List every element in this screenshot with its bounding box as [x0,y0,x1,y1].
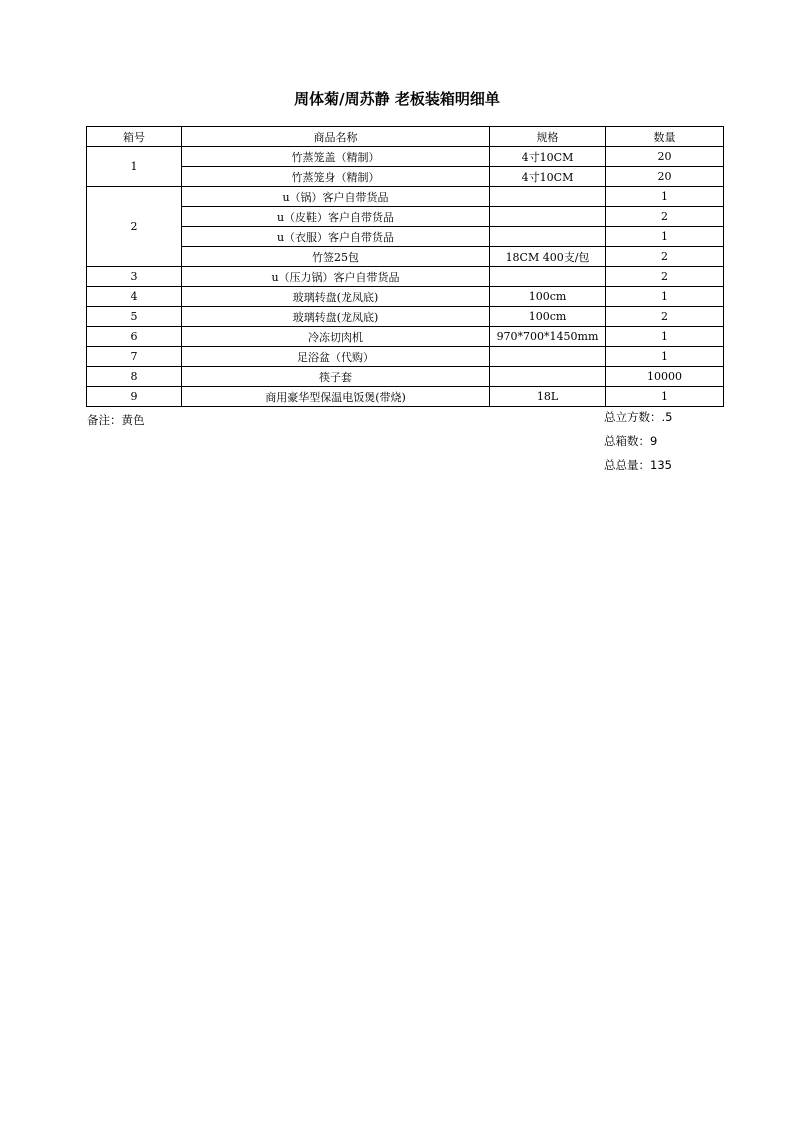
product-name-cell: u（压力锅）客户自带货品 [182,267,490,287]
quantity-cell: 1 [606,187,724,207]
quantity-cell: 2 [606,307,724,327]
spec-cell [490,227,606,247]
spec-cell [490,347,606,367]
quantity-cell: 10000 [606,367,724,387]
spec-cell [490,187,606,207]
quantity-cell: 1 [606,327,724,347]
header-product-name: 商品名称 [182,127,490,147]
document-title: 周体菊/周苏静 老板装箱明细单 [294,90,500,108]
quantity-cell: 1 [606,347,724,367]
table-row [87,267,724,287]
box-no-cell: 1 [87,147,182,187]
quantity-cell: 2 [606,267,724,287]
product-name-cell: u（锅）客户自带货品 [182,187,490,207]
quantity-cell: 2 [606,207,724,227]
spec-cell: 4寸10CM [490,147,606,167]
header-spec: 规格 [490,127,606,147]
box-no-cell: 2 [87,187,182,267]
product-name-cell: u（皮鞋）客户自带货品 [182,207,490,227]
box-no-cell: 7 [87,347,182,367]
product-name-cell: 竹蒸笼身（精制） [182,167,490,187]
product-name-cell: 竹蒸笼盖（精制） [182,147,490,167]
spec-cell: 18L [490,387,606,407]
spec-cell: 970*700*1450mm [490,327,606,347]
box-no-cell: 8 [87,367,182,387]
header-row [87,127,724,147]
total-boxes: 总箱数：9 [604,434,658,448]
product-name-cell: 商用豪华型保温电饭煲(带烧) [182,387,490,407]
quantity-cell: 1 [606,287,724,307]
table-row [87,247,724,267]
table-row [87,207,724,227]
table-row [87,167,724,187]
table-row [87,147,724,167]
product-name-cell: 筷子套 [182,367,490,387]
spec-cell [490,367,606,387]
spec-cell: 100cm [490,287,606,307]
total-volume: 总立方数：.5 [604,410,673,424]
spec-cell [490,267,606,287]
packing-list-table [86,126,724,407]
header-box-no: 箱号 [87,127,182,147]
product-name-cell: 玻璃转盘(龙凤底) [182,287,490,307]
table-row [87,387,724,407]
box-no-cell: 3 [87,267,182,287]
product-name-cell: 竹签25包 [182,247,490,267]
quantity-cell: 1 [606,227,724,247]
totals-summary [604,409,672,481]
product-name-cell: 玻璃转盘(龙凤底) [182,307,490,327]
spec-cell: 18CM 400支/包 [490,247,606,267]
header-quantity: 数量 [606,127,724,147]
box-no-cell: 9 [87,387,182,407]
table-row [87,187,724,207]
table-row [87,327,724,347]
spec-cell: 4寸10CM [490,167,606,187]
product-name-cell: 冷冻切肉机 [182,327,490,347]
spec-cell [490,207,606,227]
table-row [87,287,724,307]
quantity-cell: 1 [606,387,724,407]
box-no-cell: 5 [87,307,182,327]
table-row [87,347,724,367]
box-no-cell: 4 [87,287,182,307]
box-no-cell: 6 [87,327,182,347]
table-row [87,307,724,327]
quantity-cell: 20 [606,167,724,187]
spec-cell: 100cm [490,307,606,327]
product-name-cell: 足浴盆（代购） [182,347,490,367]
remark-note: 备注：黄色 [87,413,145,427]
quantity-cell: 2 [606,247,724,267]
total-quantity: 总总量：135 [604,458,672,472]
table-row [87,367,724,387]
product-name-cell: u（衣服）客户自带货品 [182,227,490,247]
table-row [87,227,724,247]
quantity-cell: 20 [606,147,724,167]
